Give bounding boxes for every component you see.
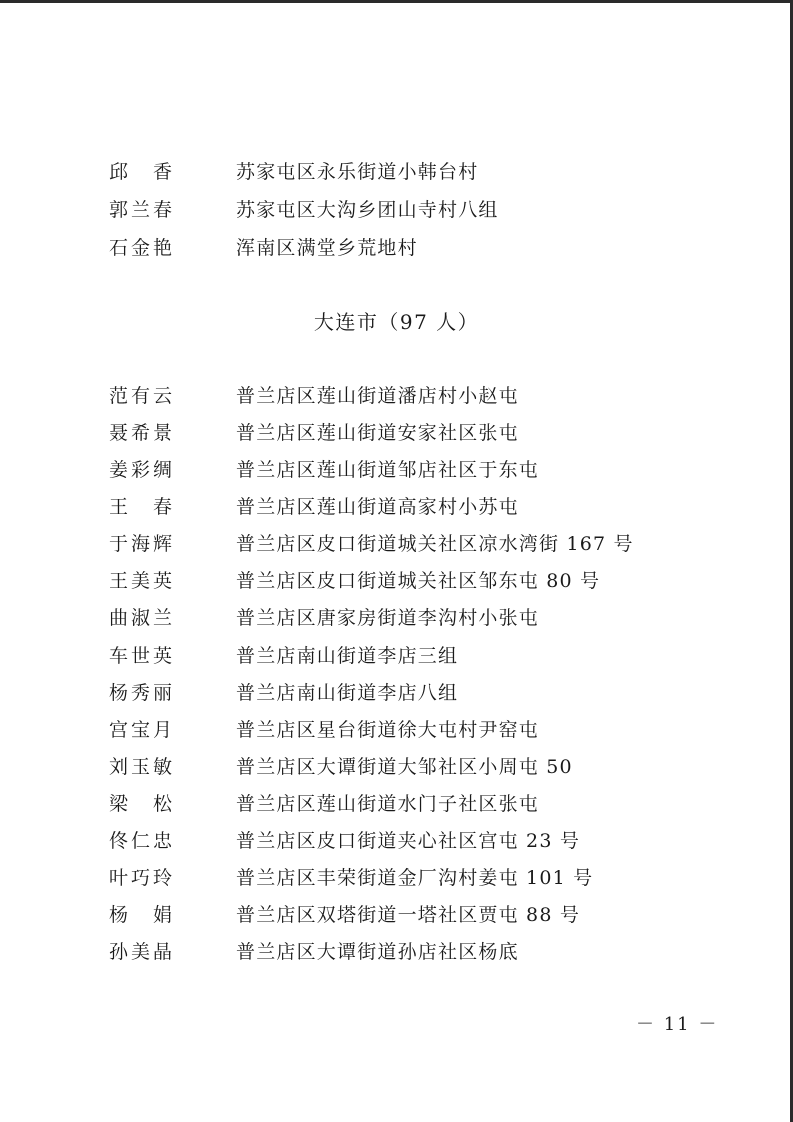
list-item [0, 492, 793, 522]
person-name: 叶巧玲 [109, 867, 173, 889]
person-name: 杨 娟 [109, 904, 173, 926]
person-name: 曲淑兰 [109, 607, 173, 629]
scan-edge-top [0, 0, 793, 3]
person-address: 苏家屯区永乐街道小韩台村 [236, 161, 479, 183]
person-name: 王美英 [109, 570, 173, 592]
person-address: 普兰店区莲山街道水门子社区张屯 [236, 793, 540, 815]
list-item [0, 789, 793, 819]
person-address: 普兰店区莲山街道安家社区张屯 [236, 422, 519, 444]
person-address: 普兰店区双塔街道一塔社区贾屯 88 号 [236, 904, 581, 926]
list-item [0, 418, 793, 448]
person-address: 普兰店南山街道李店八组 [236, 682, 459, 704]
person-name: 佟仁忠 [109, 830, 173, 852]
list-item [0, 233, 793, 263]
person-name: 车世英 [109, 645, 173, 667]
list-item [0, 678, 793, 708]
person-name: 范有云 [109, 385, 173, 407]
person-address: 普兰店区莲山街道高家村小苏屯 [236, 496, 519, 518]
person-address: 普兰店区大谭街道孙店社区杨底 [236, 941, 519, 963]
person-name: 杨秀丽 [109, 682, 173, 704]
list-item [0, 566, 793, 596]
person-address: 普兰店区星台街道徐大屯村尹窑屯 [236, 719, 540, 741]
person-name: 姜彩绸 [109, 459, 173, 481]
section-heading: 大连市（97 人） [313, 310, 480, 334]
person-name: 聂希景 [109, 422, 173, 444]
person-address: 普兰店区皮口街道城关社区邹东屯 80 号 [236, 570, 601, 592]
person-name: 梁 松 [109, 793, 173, 815]
page-number: － 11 － [636, 1014, 719, 1035]
person-address: 普兰店区皮口街道城关社区凉水湾街 167 号 [236, 533, 634, 555]
person-address: 苏家屯区大沟乡团山寺村八组 [236, 199, 499, 221]
person-address: 普兰店区丰荣街道金厂沟村姜屯 101 号 [236, 867, 594, 889]
person-name: 邱 香 [109, 161, 173, 183]
person-address: 浑南区满堂乡荒地村 [236, 237, 418, 259]
list-item [0, 752, 793, 782]
list-item [0, 937, 793, 967]
person-name: 刘玉敏 [109, 756, 173, 778]
person-address: 普兰店区莲山街道潘店村小赵屯 [236, 385, 519, 407]
list-item [0, 641, 793, 671]
list-item [0, 157, 793, 187]
list-item [0, 900, 793, 930]
person-name: 孙美晶 [109, 941, 173, 963]
list-item [0, 529, 793, 559]
list-item [0, 826, 793, 856]
person-name: 宫宝月 [109, 719, 173, 741]
person-address: 普兰店区皮口街道夹心社区宫屯 23 号 [236, 830, 581, 852]
person-address: 普兰店区莲山街道邹店社区于东屯 [236, 459, 540, 481]
person-address: 普兰店南山街道李店三组 [236, 645, 459, 667]
list-item [0, 455, 793, 485]
list-item [0, 603, 793, 633]
list-item [0, 715, 793, 745]
person-name: 郭兰春 [109, 199, 173, 221]
person-name: 于海辉 [109, 533, 173, 555]
list-item [0, 381, 793, 411]
person-address: 普兰店区大谭街道大邹社区小周屯 50 [236, 756, 573, 778]
person-address: 普兰店区唐家房街道李沟村小张屯 [236, 607, 540, 629]
person-name: 王 春 [109, 496, 173, 518]
list-item [0, 863, 793, 893]
list-item [0, 195, 793, 225]
person-name: 石金艳 [109, 237, 173, 259]
